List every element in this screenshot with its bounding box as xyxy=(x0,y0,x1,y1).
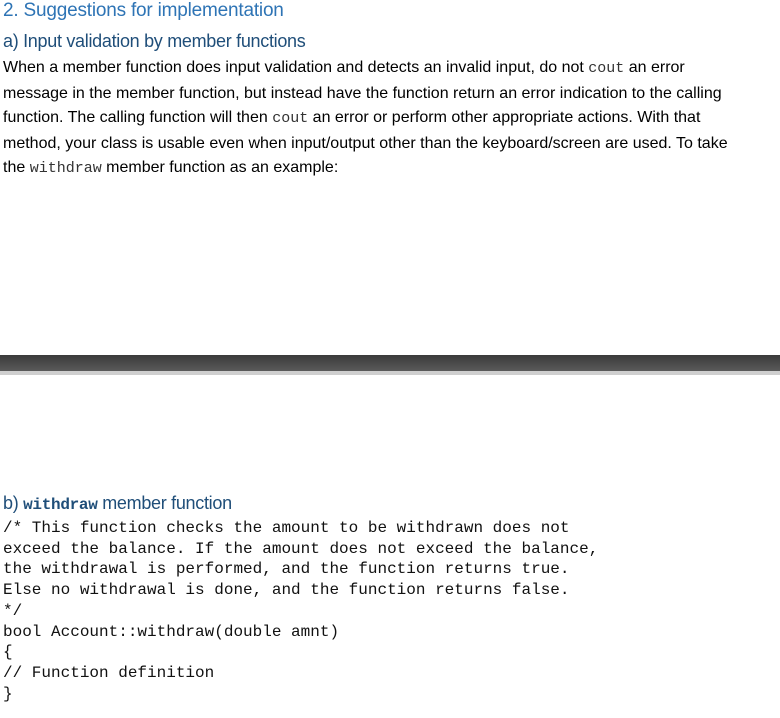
text-run: function. The calling function will then xyxy=(3,109,273,126)
code-line: { xyxy=(3,643,13,662)
paragraph-line xyxy=(3,156,779,182)
code-line: the withdrawal is performed, and the function returns true. xyxy=(3,560,570,579)
inline-code: cout xyxy=(588,60,625,77)
text-run: member function as an example: xyxy=(101,159,339,176)
text-run: When a member function does input validation and detects an invalid input, do not xyxy=(3,59,589,76)
text-run: method, your class is usable even when input/output other than the keyboard/screen are used. To take xyxy=(3,134,728,152)
page-break-divider xyxy=(0,355,780,371)
subsection-a-paragraph xyxy=(3,56,779,182)
paragraph-line xyxy=(3,106,779,132)
text-run: the xyxy=(3,159,30,176)
code-line: // Function definition xyxy=(3,663,215,682)
code-line: Else no withdrawal is done, and the function returns false. xyxy=(3,581,570,600)
inline-code: withdraw xyxy=(29,160,102,177)
code-line: exceed the balance. If the amount does not exceed the balance, xyxy=(3,539,599,558)
section-heading: 2. Suggestions for implementation xyxy=(3,0,284,21)
heading-prefix: b) xyxy=(3,493,24,513)
text-run: an error xyxy=(624,59,685,76)
code-line: */ xyxy=(3,601,23,620)
subsection-a-heading: a) Input validation by member functions xyxy=(3,31,306,51)
heading-suffix: member function xyxy=(97,493,232,513)
subsection-b-heading xyxy=(3,493,232,514)
inline-code: cout xyxy=(272,110,309,127)
text-run: an error or perform other appropriate actions. With that xyxy=(308,109,701,126)
code-line: /* This function checks the amount to be withdrawn does not xyxy=(3,519,570,537)
paragraph-line xyxy=(3,132,779,157)
paragraph-line xyxy=(3,56,779,82)
heading-code: withdraw xyxy=(23,496,98,514)
code-block xyxy=(3,518,598,704)
code-line: bool Account::withdraw(double amnt) xyxy=(3,622,340,641)
text-run: message in the member function, but instead have the function return an error indication to the calling xyxy=(3,84,722,102)
code-line: } xyxy=(3,684,13,703)
paragraph-line xyxy=(3,82,779,107)
